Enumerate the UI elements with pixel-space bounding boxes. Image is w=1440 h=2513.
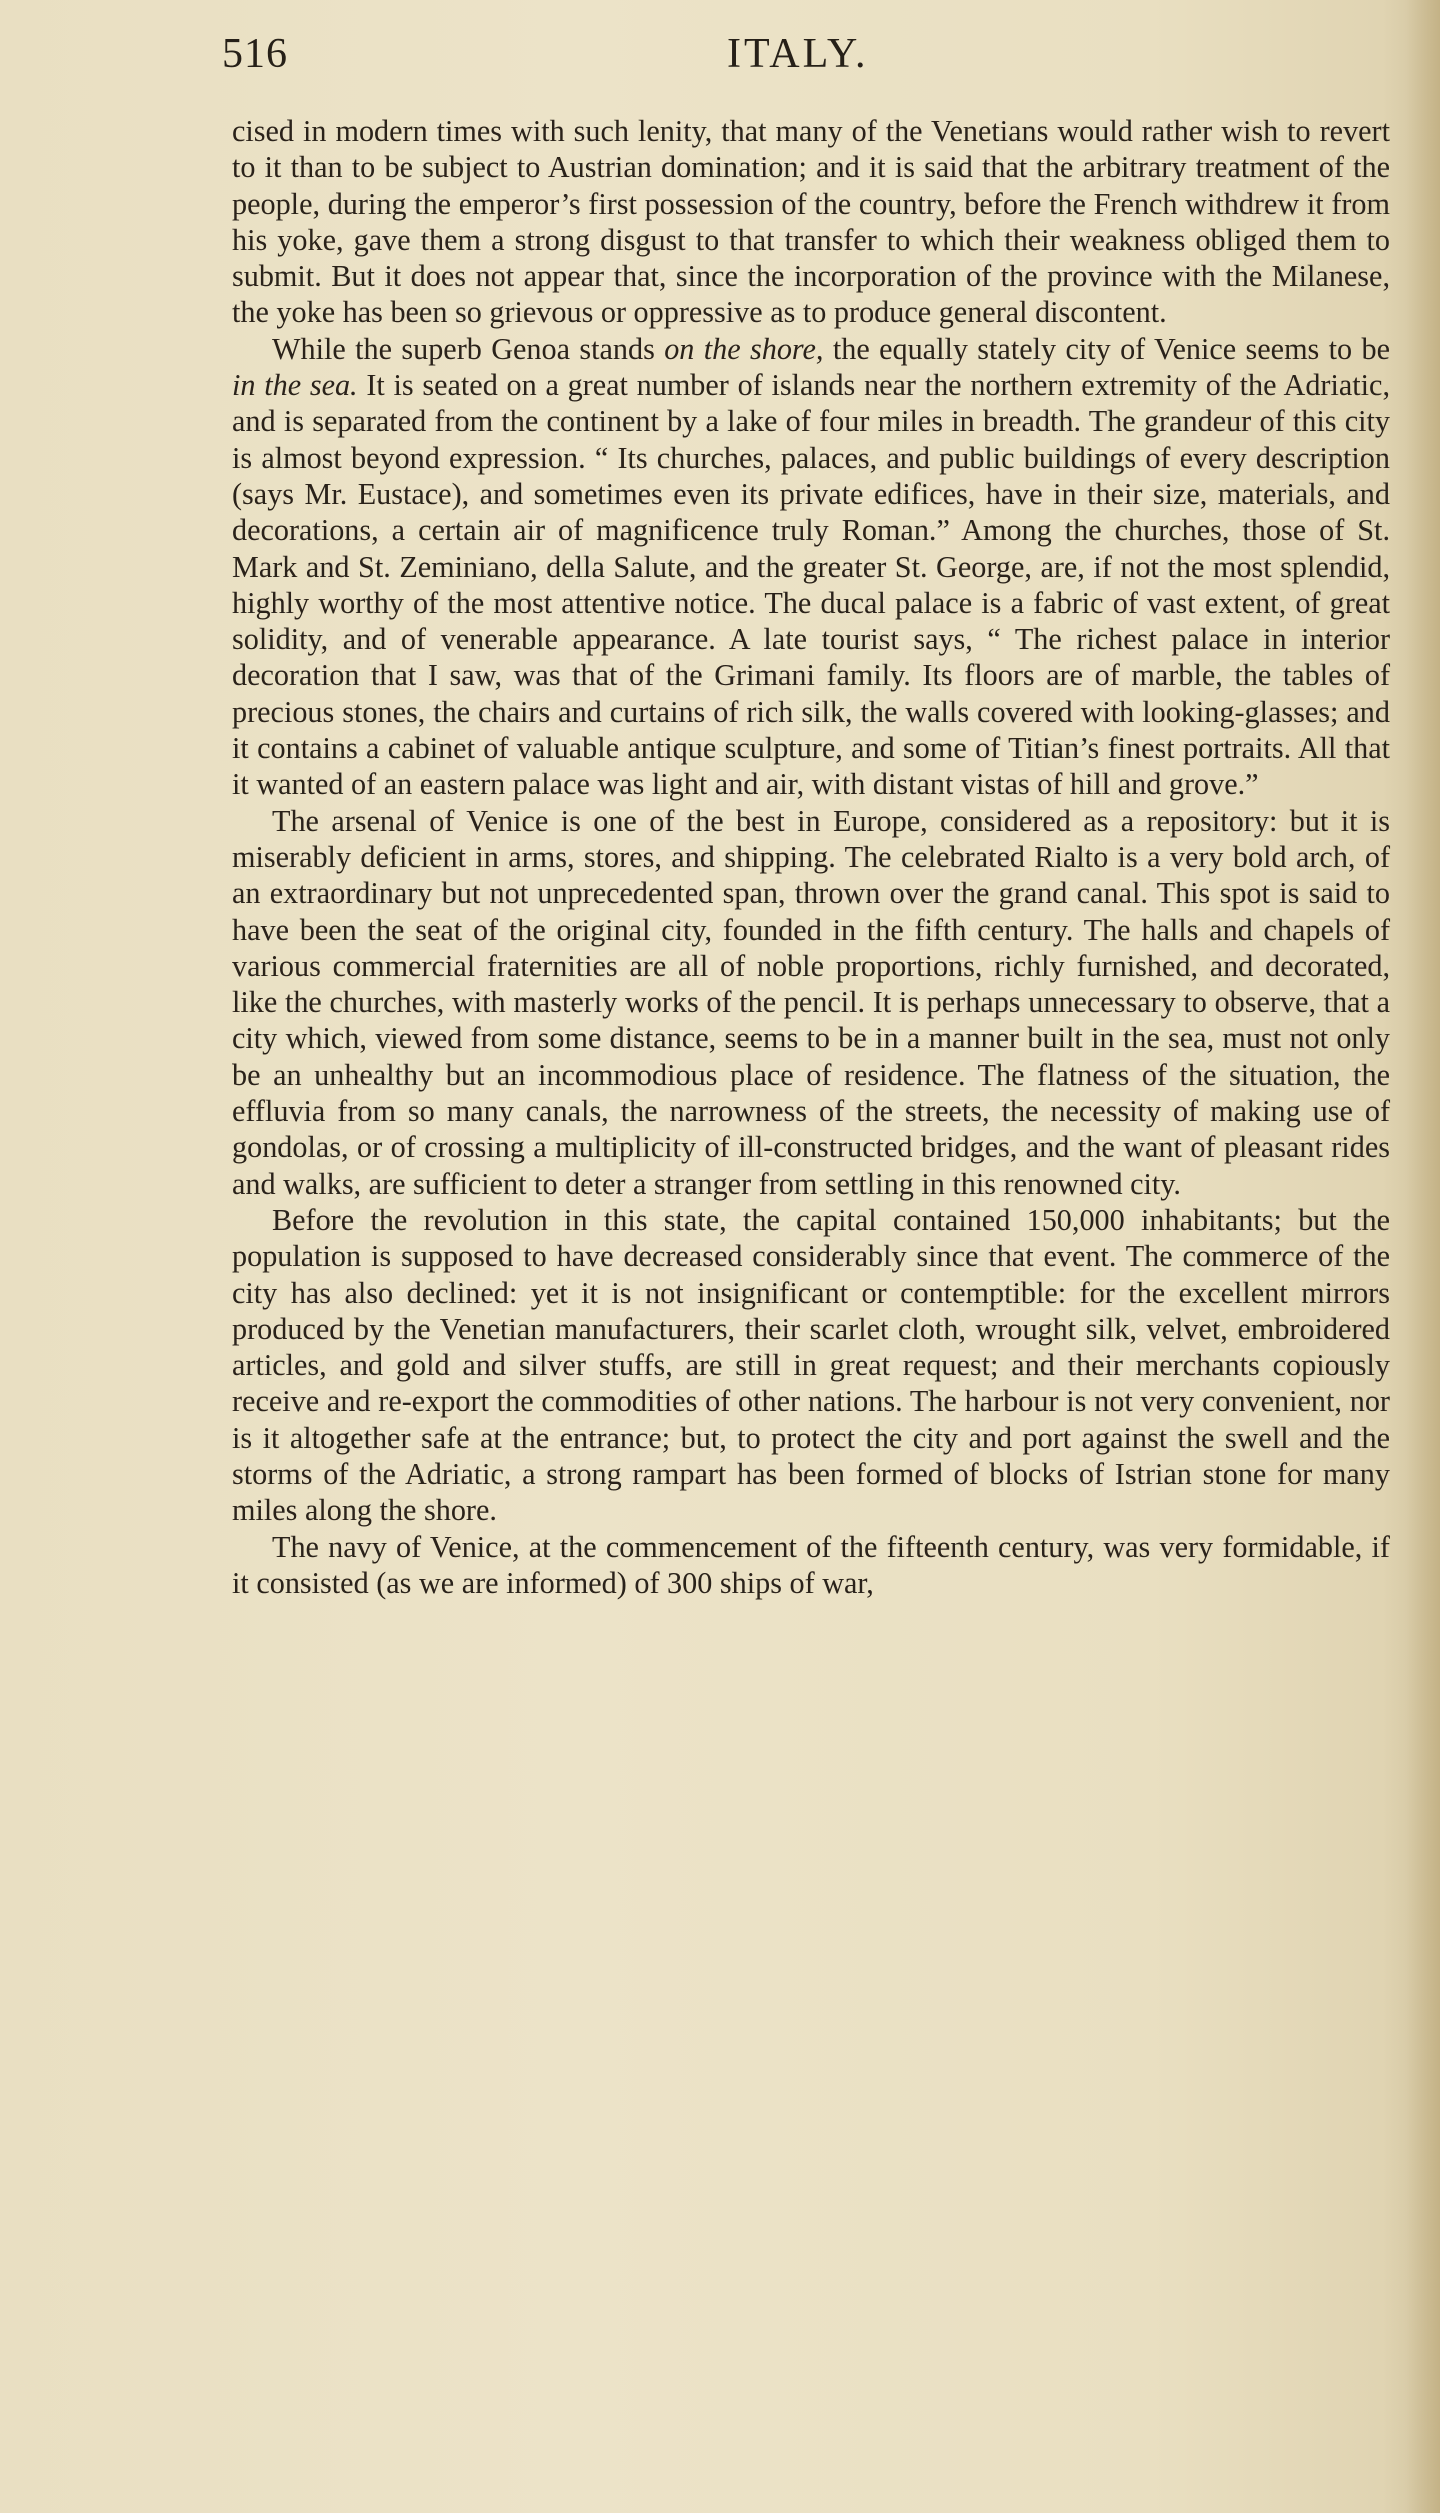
body-text: [232, 113, 1390, 1601]
paragraph-3: [232, 803, 1390, 1202]
italic-phrase-in-the-sea: in the sea.: [232, 368, 358, 403]
paragraph-5: [232, 1529, 1390, 1602]
page-edge-shadow: [1406, 0, 1440, 2513]
page-number: 516: [222, 31, 288, 77]
text-run: The arsenal of Venice is one of the best in Europe, considered as a repository: but it is miserably deficient in arms, stores, and shipping. The celebrated Rialto is a very bold arch, of an extraordinary but not unprecedented span, thrown over the grand canal. This spot is said to have been the seat of the original city, founded in the fifth century. The halls and chapels of various commercial fraternities are all of noble proportions, richly furnished, and decorated, like the churches, with masterly works of the pencil. It is perhaps unnecessary to observe, that a city which, viewed from some distance, seems to be in a manner built in the sea, must not only be an unhealthy but an incommodious place of residence. The flatness of the situation, the effluvia from so many canals, the narrowness of the streets, the necessity of making use of gondolas, or of crossing a multiplicity of ill-constructed bridges, and the want of pleasant rides and walks, are sufficient to deter a stranger from settling in this renowned city.: [232, 803, 1390, 1201]
italic-phrase-on-the-shore: on the shore,: [664, 331, 824, 366]
paragraph-1: [232, 113, 1390, 331]
text-run: While the superb Genoa stands: [272, 331, 665, 366]
running-title: ITALY.: [727, 31, 869, 77]
paragraph-2: [232, 331, 1390, 803]
text-run: the equally stately city of Venice seems to be: [823, 331, 1391, 366]
text-run: The navy of Venice, at the commencement of the fifteenth century, was very formidable, if it consisted (as we are informed) of 300 ships of war,: [232, 1529, 1390, 1600]
text-run: It is seated on a great number of islands near the northern extremity of the Adriatic, and is separated from the continent by a lake of four miles in breadth. The grandeur of this city is almost beyond expression. “ Its churches, palaces, and public buildings of every description (says Mr. Eustace), and sometimes even its private edifices, have in their size, materials, and decorations, a certain air of magnificence truly Roman.” Among the churches, those of St. Mark and St. Zeminiano, della Salute, and the greater St. George, are, if not the most splendid, highly worthy of the most attentive notice. The ducal palace is a fabric of vast extent, of great solidity, and of venerable appearance. A late tourist says, “ The richest palace in interior decoration that I saw, was that of the Grimani family. Its floors are of marble, the tables of precious stones, the chairs and curtains of rich silk, the walls covered with looking-glasses; and it contains a cabinet of valuable antique sculpture, and some of Titian’s finest portraits. All that it wanted of an eastern palace was light and air, with distant vistas of hill and grove.”: [232, 368, 1390, 802]
text-run: cised in modern times with such lenity, that many of the Venetians would rather wish to revert to it than to be subject to Austrian domination; and it is said that the arbitrary treatment of the people, during the emperor’s first possession of the country, before the French withdrew it from his yoke, gave them a strong disgust to that transfer to which their weakness obliged them to submit. But it does not appear that, since the incorporation of the province with the Milanese, the yoke has been so grievous or oppressive as to produce general discontent.: [232, 114, 1390, 330]
running-head: [222, 30, 1392, 90]
paragraph-4: [232, 1202, 1390, 1529]
text-run: Before the revolution in this state, the capital contained 150,000 inhabitants; but the population is supposed to have decreased considerably since that event. The commerce of the city has also declined: yet it is not insignificant or contemptible: for the excellent mirrors produced by the Venetian manufacturers, their scarlet cloth, wrought silk, velvet, embroidered articles, and gold and silver stuffs, are still in great request; and their merchants copiously receive and re-export the commodities of other nations. The harbour is not very convenient, nor is it altogether safe at the entrance; but, to protect the city and port against the swell and the storms of the Adriatic, a strong rampart has been formed of blocks of Istrian stone for many miles along the shore.: [232, 1202, 1390, 1528]
